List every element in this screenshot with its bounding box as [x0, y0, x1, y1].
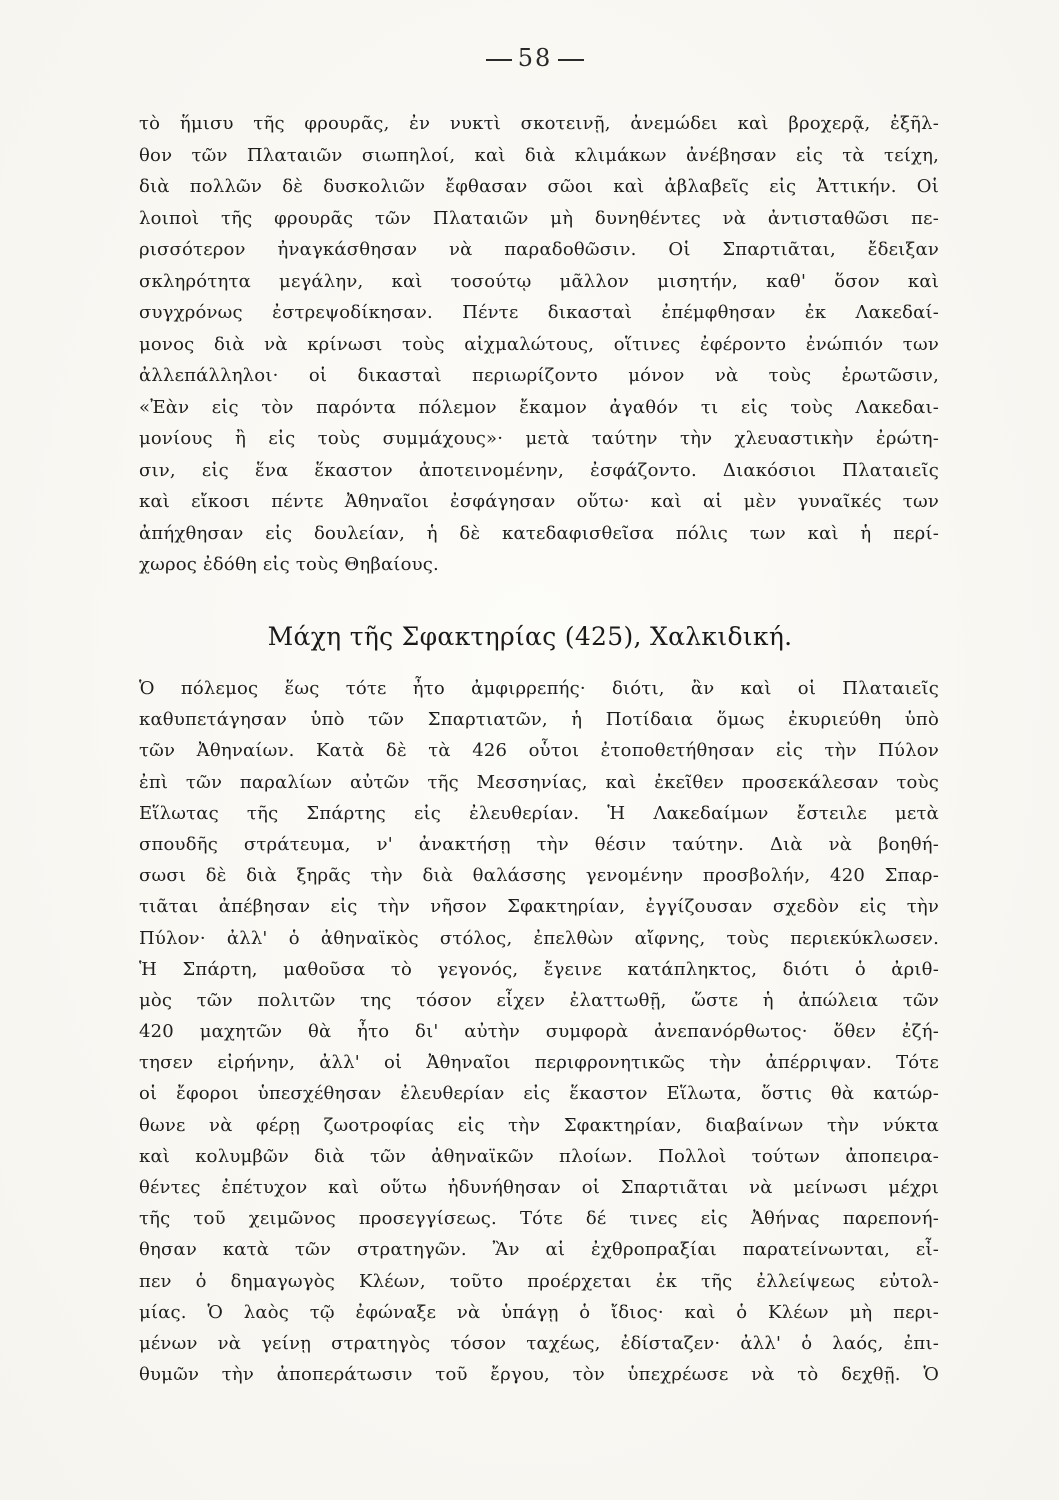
text-line: θέντες ἐπέτυχον καὶ οὕτω ἠδυνήθησαν οἱ Σπαρτιᾶται νὰ μείνωσι μέχρι	[139, 1177, 939, 1198]
text-line: μονίους ἢ εἰς τοὺς συμμάχους»· μετὰ ταύτην τὴν χλευαστικὴν ἐρώτη-	[139, 428, 939, 449]
left-dash	[486, 59, 512, 61]
text-line: σκληρότητα μεγάλην, καὶ τοσούτῳ μᾶλλον μισητήν, καθ' ὅσον καὶ	[139, 270, 939, 292]
text-line: «Ἐὰν εἰς τὸν παρόντα πόλεμον ἔκαμον ἀγαθόν τι εἰς τοὺς Λακεδαι-	[139, 396, 939, 418]
text-line: θησαν κατὰ τῶν στρατηγῶν. Ἂν αἱ ἐχθροπραξίαι παρατείνωνται, εἶ-	[139, 1239, 939, 1261]
text-line: Ἡ Σπάρτη, μαθοῦσα τὸ γεγονός, ἔγεινε κατάπληκτος, διότι ὁ ἀριθ-	[139, 958, 939, 980]
text-line: Ὁ πόλεμος ἕως τότε ἦτο ἀμφιρρεπής· διότι, ἂν καὶ οἱ Πλαταιεῖς	[139, 678, 939, 699]
text-line: οἱ ἔφοροι ὑπεσχέθησαν ἐλευθερίαν εἰς ἕκαστον Εἵλωτα, ὅστις θὰ κατώρ-	[139, 1083, 939, 1105]
text-line: καὶ κολυμβῶν διὰ τῶν ἀθηναϊκῶν πλοίων. Πολλοὶ τούτων ἀποπειρα-	[139, 1145, 939, 1167]
text-line: Πύλον· ἀλλ' ὁ ἀθηναϊκὸς στόλος, ἐπελθὼν αἴφνης, τοὺς περιεκύκλωσεν.	[139, 927, 939, 949]
text-line: τῆς τοῦ χειμῶνος προσεγγίσεως. Τότε δέ τινες εἰς Ἀθήνας παρεπονή-	[139, 1208, 939, 1230]
text-line: τιᾶται ἀπέβησαν εἰς τὴν νῆσον Σφακτηρίαν, ἐγγίζουσαν σχεδὸν εἰς τὴν	[139, 896, 939, 918]
text-line: συγχρόνως ἐστρεψοδίκησαν. Πέντε δικασταὶ ἐπέμφθησαν ἐκ Λακεδαί-	[139, 302, 939, 323]
text-line: θον τῶν Πλαταιῶν σιωπηλοί, καὶ διὰ κλιμάκων ἀνέβησαν εἰς τὰ τείχη,	[139, 144, 939, 166]
text-line: ἀλλεπάλληλοι· οἱ δικασταὶ περιωρίζοντο μόνον νὰ τοὺς ἐρωτῶσιν,	[139, 365, 939, 386]
text-line: διὰ πολλῶν δὲ δυσκολιῶν ἔφθασαν σῶοι καὶ ἀβλαβεῖς εἰς Ἀττικήν. Οἱ	[139, 176, 939, 197]
text-line: ἀπήχθησαν εἰς δουλείαν, ἡ δὲ κατεδαφισθεῖσα πόλις των καὶ ἡ περί-	[139, 522, 939, 544]
text-line: καθυπετάγησαν ὑπὸ τῶν Σπαρτιατῶν, ἡ Ποτίδαια ὅμως ἐκυριεύθη ὑπὸ	[139, 709, 939, 731]
page-number	[470, 44, 600, 72]
right-dash	[558, 59, 584, 61]
text-line: Εἵλωτας τῆς Σπάρτης εἰς ἐλευθερίαν. Ἡ Λακεδαίμων ἔστειλε μετὰ	[139, 802, 939, 824]
text-line: τησεν εἰρήνην, ἀλλ' οἱ Ἀθηναῖοι περιφρονητικῶς τὴν ἀπέρριψαν. Τότε	[139, 1052, 939, 1074]
text-line: χωρος ἐδόθη εἰς τοὺς Θηβαίους.	[139, 554, 439, 575]
text-line: σωσι δὲ διὰ ξηρᾶς τὴν διὰ θαλάσσης γενομένην προσβολήν, 420 Σπαρ-	[139, 865, 939, 887]
text-line: τὸ ἥμισυ τῆς φρουρᾶς, ἐν νυκτὶ σκοτεινῇ, ἀνεμώδει καὶ βροχερᾷ, ἐξῆλ-	[139, 113, 939, 134]
text-line: τῶν Ἀθηναίων. Κατὰ δὲ τὰ 426 οὗτοι ἐτοποθετήθησαν εἰς τὴν Πύλον	[139, 740, 939, 762]
paragraph-sphacteria	[139, 673, 939, 1390]
text-line: ἐπὶ τῶν παραλίων αὐτῶν τῆς Μεσσηνίας, καὶ ἐκεῖθεν προσεκάλεσαν τοὺς	[139, 771, 939, 793]
text-line: θωνε νὰ φέρῃ ζωοτροφίας εἰς τὴν Σφακτηρίαν, διαβαίνων τὴν νύκτα	[139, 1114, 939, 1136]
paragraph-plataea-fall	[139, 108, 939, 581]
text-line: σπουδῆς στράτευμα, ν' ἀνακτήσῃ τὴν θέσιν ταύτην. Διὰ νὰ βοηθή-	[139, 833, 939, 855]
text-line: μονος διὰ νὰ κρίνωσι τοὺς αἰχμαλώτους, οἵτινες ἐφέροντο ἐνώπιόν των	[139, 333, 939, 355]
text-line: μίας. Ὁ λαὸς τῷ ἐφώναξε νὰ ὑπάγῃ ὁ ἴδιος· καὶ ὁ Κλέων μὴ περι-	[139, 1301, 939, 1323]
text-line: ρισσότερον ἠναγκάσθησαν νὰ παραδοθῶσιν. Οἱ Σπαρτιᾶται, ἔδειξαν	[139, 239, 939, 260]
text-line: μένων νὰ γείνῃ στρατηγὸς τόσον ταχέως, ἐδίσταζεν· ἀλλ' ὁ λαός, ἐπι-	[139, 1332, 939, 1354]
text-line: μὸς τῶν πολιτῶν της τόσον εἶχεν ἐλαττωθῇ, ὥστε ἡ ἀπώλεια τῶν	[139, 989, 939, 1011]
page-number-value: 58	[517, 44, 553, 72]
section-heading: Μάχη τῆς Σφακτηρίας (425), Χαλκιδική.	[267, 622, 793, 651]
text-line: καὶ εἴκοσι πέντε Ἀθηναῖοι ἐσφάγησαν οὕτω· καὶ αἱ μὲν γυναῖκές των	[139, 491, 939, 512]
text-line: πεν ὁ δημαγωγὸς Κλέων, τοῦτο προέρχεται ἐκ τῆς ἐλλείψεως εὐτολ-	[139, 1270, 939, 1292]
text-line: λοιποὶ τῆς φρουρᾶς τῶν Πλαταιῶν μὴ δυνηθέντες νὰ ἀντισταθῶσι πε-	[139, 207, 939, 229]
text-line: 420 μαχητῶν θὰ ἦτο δι' αὐτὴν συμφορὰ ἀνεπανόρθωτος· ὅθεν ἐζή-	[139, 1021, 939, 1043]
text-line: σιν, εἰς ἕνα ἕκαστον ἀποτεινομένην, ἐσφάζοντο. Διακόσιοι Πλαταιεῖς	[139, 459, 939, 481]
text-line: θυμῶν τὴν ἀποπεράτωσιν τοῦ ἔργου, τὸν ὑπεχρέωσε νὰ τὸ δεχθῇ. Ὁ	[139, 1364, 939, 1386]
